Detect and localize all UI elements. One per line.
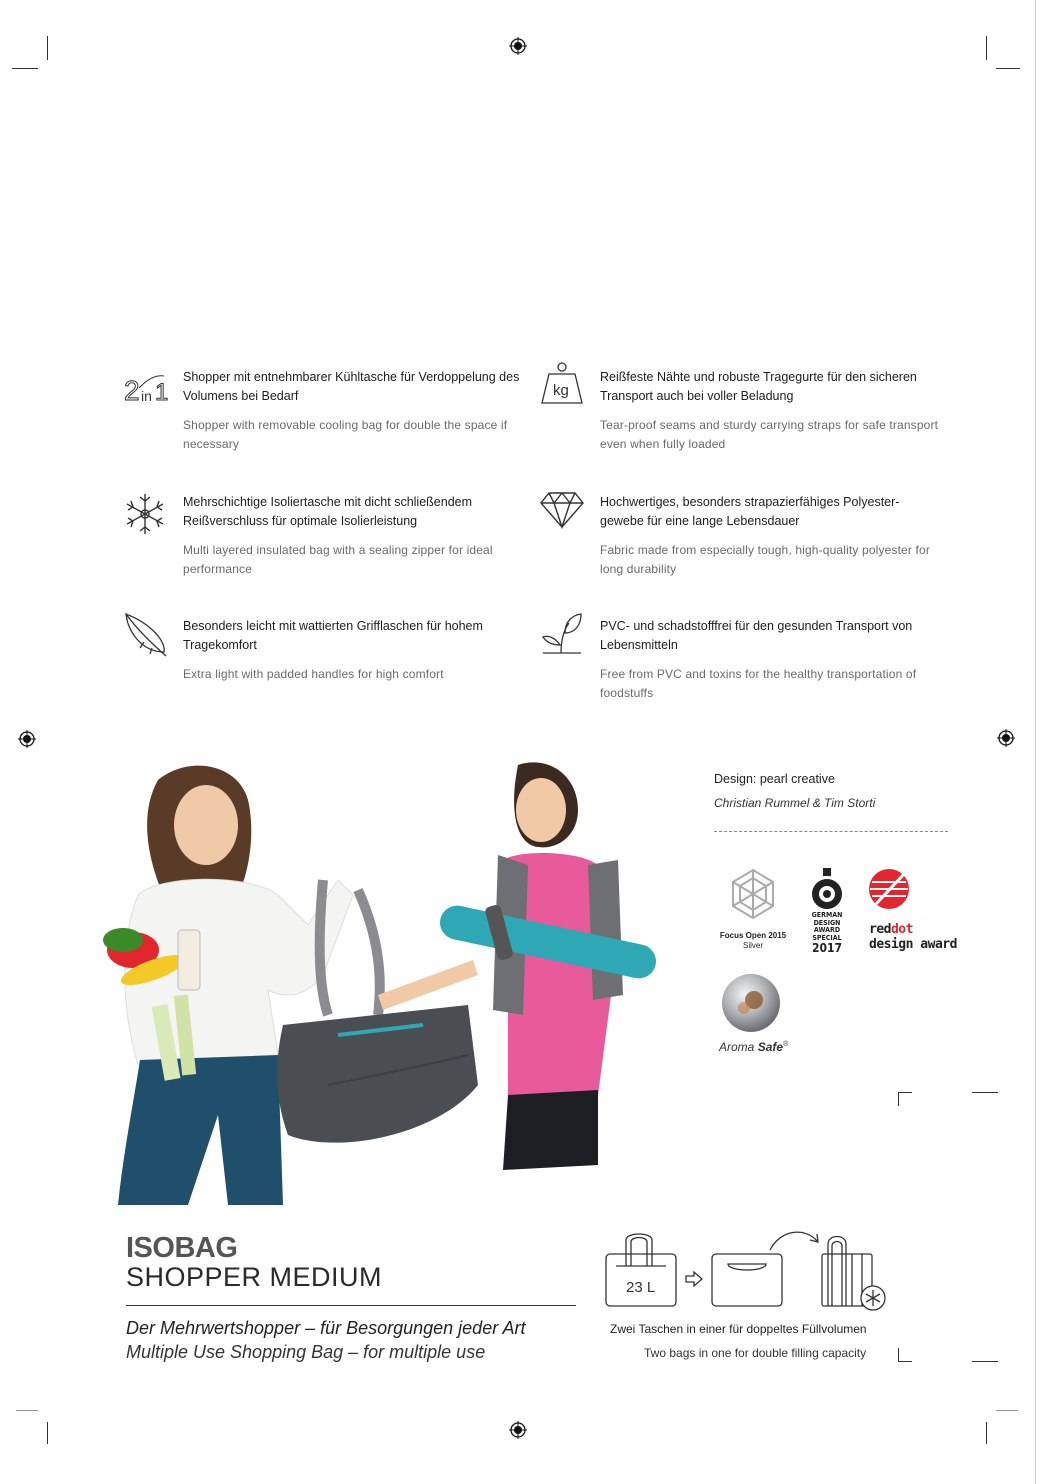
snowflake-icon — [122, 491, 168, 537]
german-design-caption: GERMAN DESIGN AWARD SPECIAL 2017 — [811, 911, 843, 955]
design-divider — [714, 831, 948, 832]
weight-icon — [539, 360, 585, 406]
svg-text:kg: kg — [553, 382, 569, 399]
registration-mark-icon — [509, 1421, 527, 1439]
design-label: Design: pearl creative — [714, 772, 835, 786]
crop-mark — [47, 1422, 48, 1444]
volume-label: 23 L — [626, 1279, 656, 1296]
crop-mark — [898, 1092, 912, 1093]
product-model: SHOPPER MEDIUM — [126, 1262, 383, 1292]
crop-mark — [12, 68, 38, 69]
aroma-safe-caption: Aroma Safe® — [719, 1040, 789, 1054]
sprout-icon — [539, 611, 585, 657]
crop-mark — [898, 1348, 899, 1362]
crop-mark — [986, 1422, 987, 1444]
diagram-caption-en: Two bags in one for double filling capacity — [644, 1346, 867, 1360]
feature-item — [183, 493, 523, 579]
feature-text-de: Hochwertiges, besonders strapazierfähiges Polyester-gewebe für eine lange Lebensdauer — [600, 495, 900, 528]
german-design-award-icon — [810, 868, 844, 912]
feature-text-en: Extra light with padded handles for high comfort — [183, 667, 444, 681]
registration-mark-icon — [18, 730, 36, 748]
crop-mark — [972, 1092, 998, 1093]
reddot-award-icon — [868, 868, 910, 910]
designer-names: Christian Rummel & Tim Storti — [714, 796, 876, 810]
feature-text-en: Multi layered insulated bag with a sealing zipper for ideal performance — [183, 543, 493, 576]
product-photo — [78, 755, 678, 1205]
crop-mark — [47, 36, 48, 60]
focus-open-award-icon — [730, 868, 776, 924]
feature-item — [183, 368, 523, 454]
feature-text-de: Mehrschichtige Isoliertasche mit dicht schließendem Reißverschluss für optimale Isolierleistung — [183, 495, 473, 528]
feature-text-de: PVC- und schadstofffrei für den gesunden Transport von Lebensmitteln — [600, 619, 913, 652]
tagline-de: Der Mehrwertshopper – für Besorgungen jeder Art — [126, 1318, 526, 1338]
tagline-en: Multiple Use Shopping Bag – for multiple use — [126, 1342, 486, 1362]
crop-mark — [986, 36, 987, 60]
feature-text-de: Besonders leicht mit wattierten Grifflaschen für hohem Tragekomfort — [183, 619, 483, 652]
svg-text:in: in — [141, 388, 152, 404]
crop-mark — [1035, 0, 1036, 1484]
two-in-one-icon — [122, 366, 168, 412]
title-divider — [126, 1305, 576, 1306]
aroma-safe-icon — [720, 972, 782, 1034]
feature-text-en: Fabric made from especially tough, high-quality polyester for long durability — [600, 543, 930, 576]
feather-icon — [122, 612, 168, 658]
crop-mark — [996, 68, 1020, 69]
svg-text:1: 1 — [155, 379, 168, 406]
feature-text-de: Reißfeste Nähte und robuste Tragegurte für den sicheren Transport auch bei voller Beladung — [600, 370, 917, 403]
feature-item — [600, 368, 940, 454]
feature-text-en: Free from PVC and toxins for the healthy transportation of foodstuffs — [600, 667, 917, 700]
crop-mark — [996, 1410, 1018, 1411]
feature-item — [600, 617, 940, 703]
reddot-caption: reddot design award — [869, 922, 957, 952]
crop-mark — [972, 1361, 998, 1362]
focus-open-caption: Focus Open 2015 Silver — [719, 931, 787, 950]
feature-item — [600, 493, 940, 579]
diamond-icon — [539, 487, 585, 533]
two-bags-diagram — [600, 1226, 895, 1316]
feature-text-en: Tear-proof seams and sturdy carrying straps for safe transport even when fully loaded — [600, 418, 939, 451]
svg-text:2: 2 — [124, 375, 140, 406]
registration-mark-icon — [509, 37, 527, 55]
feature-text-de: Shopper mit entnehmbarer Kühltasche für Verdoppelung des Volumens bei Bedarf — [183, 370, 520, 403]
feature-text-en: Shopper with removable cooling bag for double the space if necessary — [183, 418, 508, 451]
product-brand: ISOBAG — [126, 1232, 238, 1264]
crop-mark — [898, 1092, 899, 1106]
crop-mark — [898, 1361, 912, 1362]
diagram-caption-de: Zwei Taschen in einer für doppeltes Füllvolumen — [610, 1322, 867, 1336]
registration-mark-icon — [997, 729, 1015, 747]
feature-item — [183, 617, 523, 684]
crop-mark — [16, 1410, 38, 1411]
